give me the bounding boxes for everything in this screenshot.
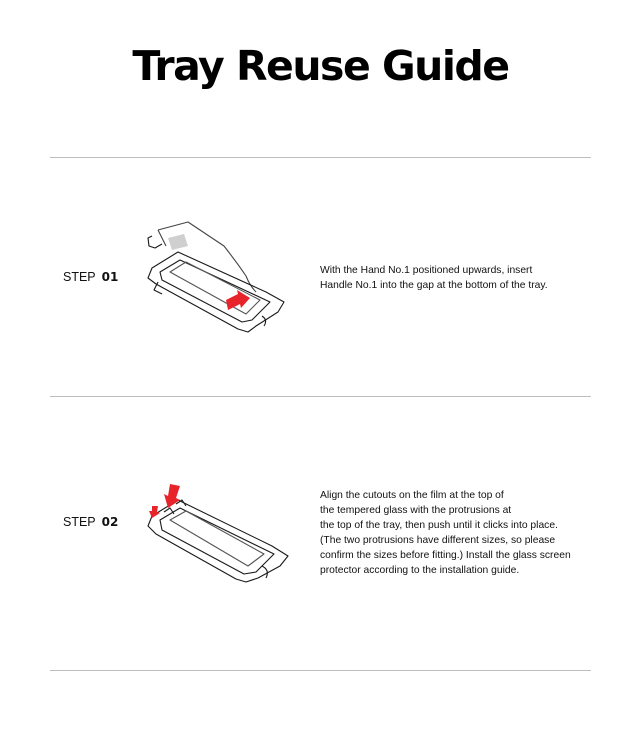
tray-handle-tab [148,236,162,248]
step-1-illustration [138,216,290,338]
step-2-number: 02 [101,515,119,529]
divider [50,157,591,158]
push-arrow-large-icon [164,484,180,508]
step-1-label [63,270,118,284]
film-strip [168,234,188,250]
step-2-line-5: confirm the sizes before fitting.) Install the glass screen [320,550,571,561]
divider [50,670,591,671]
divider [50,396,591,397]
page-title: Tray Reuse Guide [132,42,509,90]
step-2-label [63,515,118,529]
step-1-line-2: Handle No.1 into the gap at the bottom of the tray. [320,280,548,291]
step-2-line-2: the tempered glass with the protrusions at [320,505,512,516]
step-2-line-3: the top of the tray, then push until it clicks into place. [320,520,558,531]
step-2-line-1: Align the cutouts on the film at the top of [320,490,504,501]
step-1-description [320,263,595,293]
step-1-line-1: With the Hand No.1 positioned upwards, insert [320,265,533,276]
step-2-description [320,488,595,578]
tray-outline [148,252,284,332]
step-1-word: STEP [63,270,96,284]
step-2-line-4: (The two protrusions have different sizes, so please [320,535,556,546]
step-2-illustration [140,478,292,586]
lifted-film [158,222,256,292]
step-2-word: STEP [63,515,96,529]
step-2-line-6: protector according to the installation guide. [320,565,520,576]
step-1-number: 01 [101,270,119,284]
